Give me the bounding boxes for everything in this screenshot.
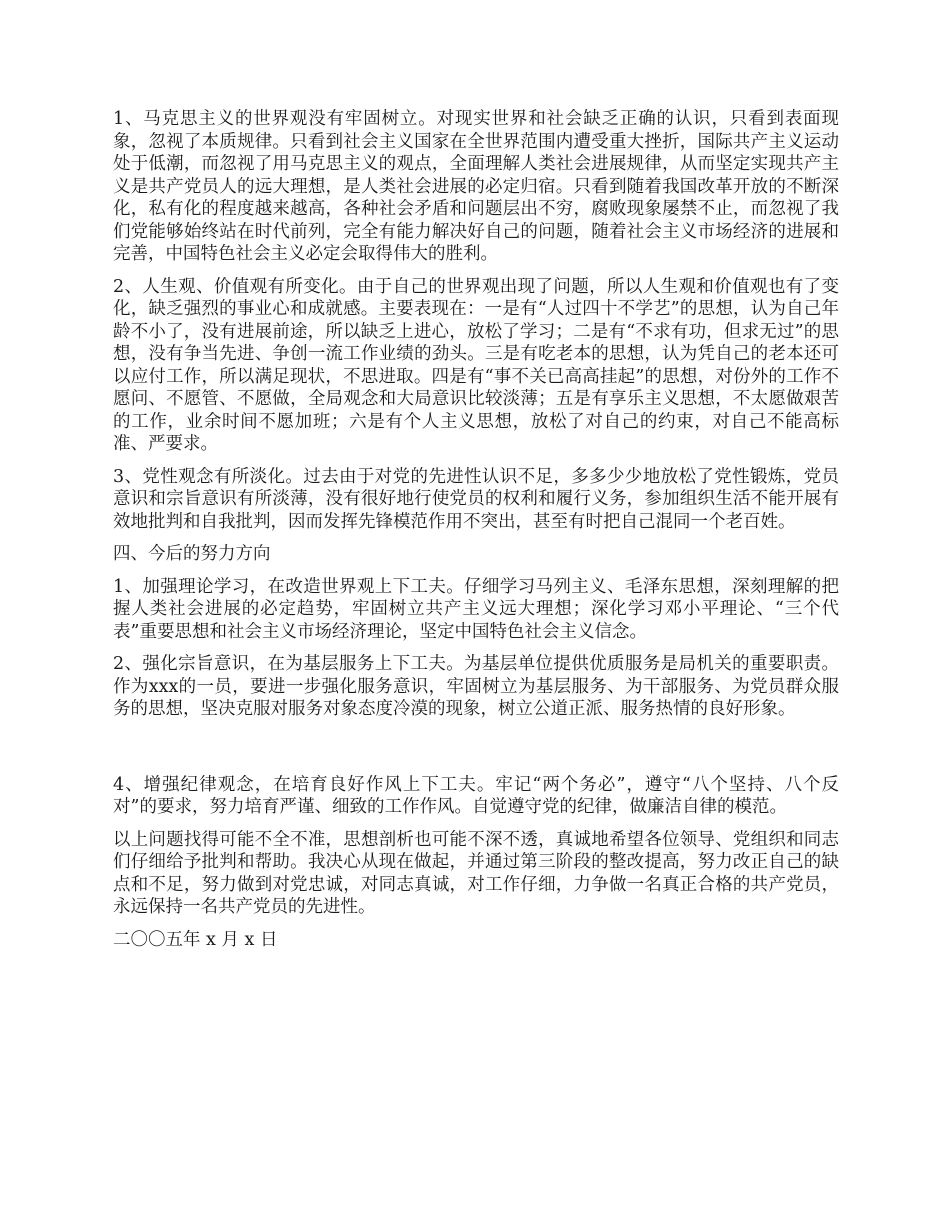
section-heading-future-direction: 四、今后的努力方向 <box>113 544 271 564</box>
blank-spacer <box>113 731 839 774</box>
paragraph-theory-study: 1、加强理论学习，在改造世界观上下工夫。仔细学习马列主义、毛泽东思想，深刻理解的把握人类社会进展的必定趋势，牢固树立共产主义远大理想；深化学习邓小平理论、“三个代表”重要思想和社会主义市场经济理论，坚定中国特色社会主义信念。 <box>113 576 839 642</box>
paragraph-party-spirit: 3、党性观念有所淡化。过去由于对党的先进性认识不足，多多少少地放松了党性锻炼，党员意识和宗旨意识有所淡薄，没有很好地行使党员的权利和履行义务，参加组织生活不能开展有效地批判和自我批判，因而发挥先锋模范作用不突出，甚至有时把自己混同一个老百姓。 <box>113 466 839 532</box>
paragraph-values: 2、人生观、价值观有所变化。由于自己的世界观出现了问题，所以人生观和价值观也有了变化，缺乏强烈的事业心和成就感。主要表现在：一是有“人过四十不学艺”的思想，认为自己年龄不小了，没有进展前途，所以缺乏上进心，放松了学习；二是有“不求有功，但求无过”的思想，没有争当先进、争创一流工作业绩的劲头。三是有吃老本的思想，认为凭自己的老本还可以应付工作，所以满足现状，不思进取。四是有“事不关已高高挂起”的思想，对份外的工作不愿问、不愿管、不愿做，全局观念和大局意识比较淡薄；五是有享乐主义思想，不太愿做艰苦的工作，业余时间不愿加班；六是有个人主义思想，放松了对自己的约束，对自己不能高标准、严要求。 <box>113 276 839 454</box>
paragraph-worldview: 1、马克思主义的世界观没有牢固树立。对现实世界和社会缺乏正确的认识，只看到表面现象，忽视了本质规律。只看到社会主义国家在全世界范围内遭受重大挫折，国际共产主义运动处于低潮，而忽视了用马克思主义的观点，全面理解人类社会进展规律，从而坚定实现共产主义是共产党员人的远大理想，是人类社会进展的必定归宿。只看到随着我国改革开放的不断深化，私有化的程度越来越高，各种社会矛盾和问题层出不穷，腐败现象屡禁不止，而忽视了我们党能够始终站在时代前列，完全有能力解决好自己的问题，随着社会主义市场经济的进展和完善，中国特色社会主义必定会取得伟大的胜利。 <box>113 109 839 264</box>
paragraph-discipline: 4、增强纪律观念，在培育良好作风上下工夫。牢记“两个务必”，遵守“八个坚持、八个反对”的要求，努力培育严谨、细致的工作作风。自觉遵守党的纪律，做廉洁自律的模范。 <box>113 774 839 817</box>
paragraph-service-awareness: 2、强化宗旨意识，在为基层服务上下工夫。为基层单位提供优质服务是局机关的重要职责。作为xxx的一员，要进一步强化服务意识，牢固树立为基层服务、为干部服务、为党员群众服务的思想，坚决克服对服务对象态度冷漠的现象，树立公道正派、服务热情的良好形象。 <box>113 654 839 719</box>
document-body <box>113 108 839 961</box>
document-date: 二〇〇五年 x 月 x 日 <box>113 929 278 950</box>
paragraph-conclusion: 以上问题找得可能不全不准，思想剖析也可能不深不透，真诚地希望各位领导、党组织和同志们仔细给予批判和帮助。我决心从现在做起，并通过第三阶段的整改提高，努力改正自己的缺点和不足，努力做到对党忠诚，对同志真诚，对工作仔细，力争做一名真正合格的共产党员，永远保持一名共产党员的先进性。 <box>113 829 839 917</box>
